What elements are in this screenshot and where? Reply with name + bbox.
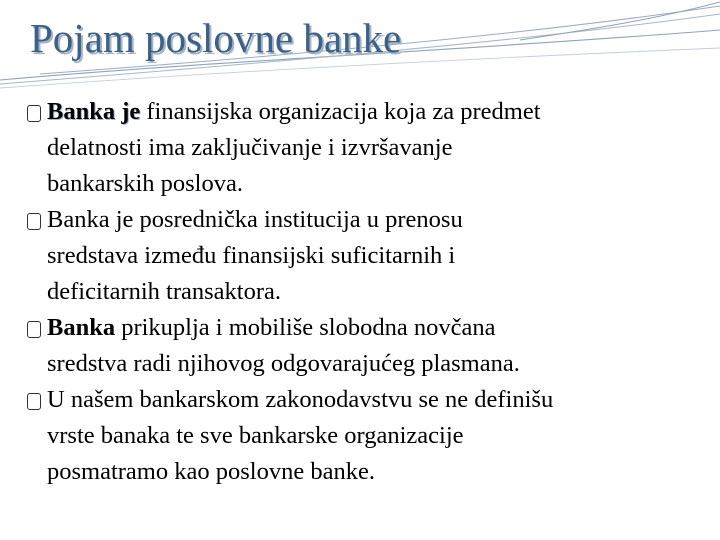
slide-title: Pojam poslovne banke [30,15,402,61]
bullet-text: sredstava između finansijski suficitarnih i [47,242,456,269]
bullet-text: Banka je posrednička institucija u prenosu [47,206,463,233]
bullet-item [27,310,717,382]
bullet-lead: Banka [47,314,116,341]
bullet-marker-icon [27,393,41,410]
bullet-text: U našem bankarskom zakonodavstvu se ne definišu [47,386,554,413]
bullet-marker-icon [27,321,41,338]
bullet-text: prikuplja i mobiliše slobodna novčana [121,314,496,341]
bullet-marker-icon [27,105,41,122]
bullet-list [27,94,717,490]
bullet-lead: Banka je [47,98,141,125]
bullet-text: posmatramo kao poslovne banke. [47,458,375,485]
bullet-item [27,94,717,202]
bullet-text: vrste banaka te sve bankarske organizacije [47,422,464,449]
bullet-marker-icon [27,213,41,230]
bullet-item [27,382,717,490]
bullet-text: finansijska organizacija koja za predmet [146,98,541,125]
bullet-text: sredstva radi njihovog odgovarajućeg plasmana. [47,350,520,377]
bullet-text: bankarskih poslova. [47,170,243,197]
bullet-text: delatnosti ima zaključivanje i izvršavanje [47,134,453,161]
bullet-item [27,202,717,310]
bullet-text: deficitarnih transaktora. [47,278,282,305]
